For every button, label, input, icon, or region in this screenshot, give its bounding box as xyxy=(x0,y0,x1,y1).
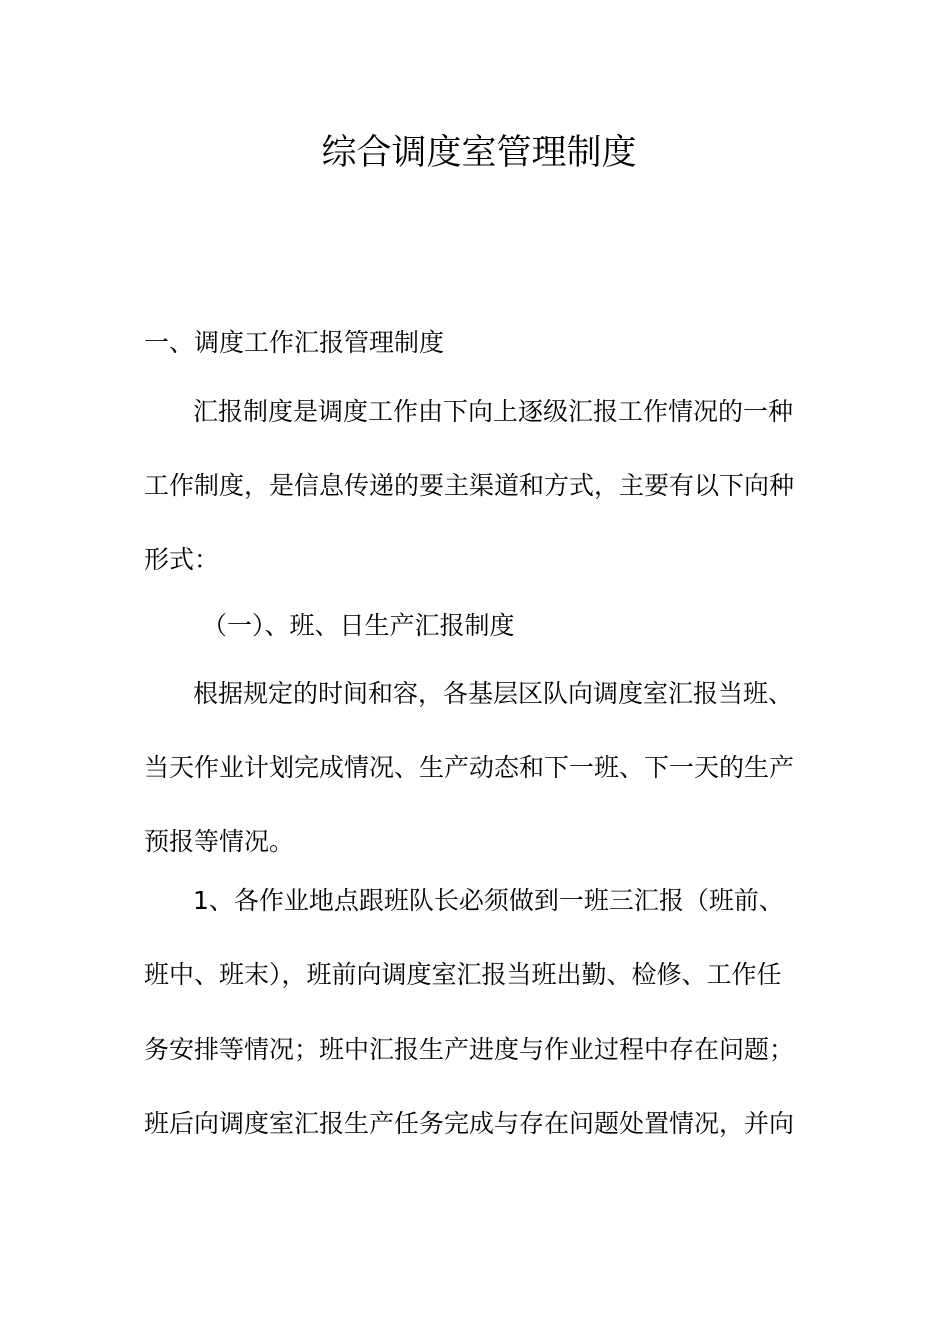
list-item-line: 务安排等情况；班中汇报生产进度与作业过程中存在问题； xyxy=(144,1035,795,1064)
paragraph-line: 汇报制度是调度工作由下向上逐级汇报工作情况的一种 xyxy=(193,397,794,426)
list-item-line: 班中、班末），班前向调度室汇报当班出勤、检修、工作任 xyxy=(144,960,782,989)
subsection-heading: （一）、班、日生产汇报制度 xyxy=(202,611,515,640)
paragraph-line: 当天作业计划完成情况、生产动态和下一班、下一天的生产 xyxy=(144,753,795,782)
paragraph-line: 工作制度，是信息传递的要主渠道和方式，主要有以下向种 xyxy=(144,471,795,500)
list-item-line: 班后向调度室汇报生产任务完成与存在问题处置情况，并向 xyxy=(144,1109,795,1138)
list-item-line: 1、各作业地点跟班队长必须做到一班三汇报（班前、 xyxy=(193,886,784,915)
section-heading: 一、调度工作汇报管理制度 xyxy=(144,328,445,357)
paragraph-line: 预报等情况。 xyxy=(144,827,295,856)
document-title: 综合调度室管理制度 xyxy=(321,133,637,173)
paragraph-line: 根据规定的时间和容，各基层区队向调度室汇报当班、 xyxy=(193,679,794,708)
paragraph-line: 形式： xyxy=(144,545,220,574)
